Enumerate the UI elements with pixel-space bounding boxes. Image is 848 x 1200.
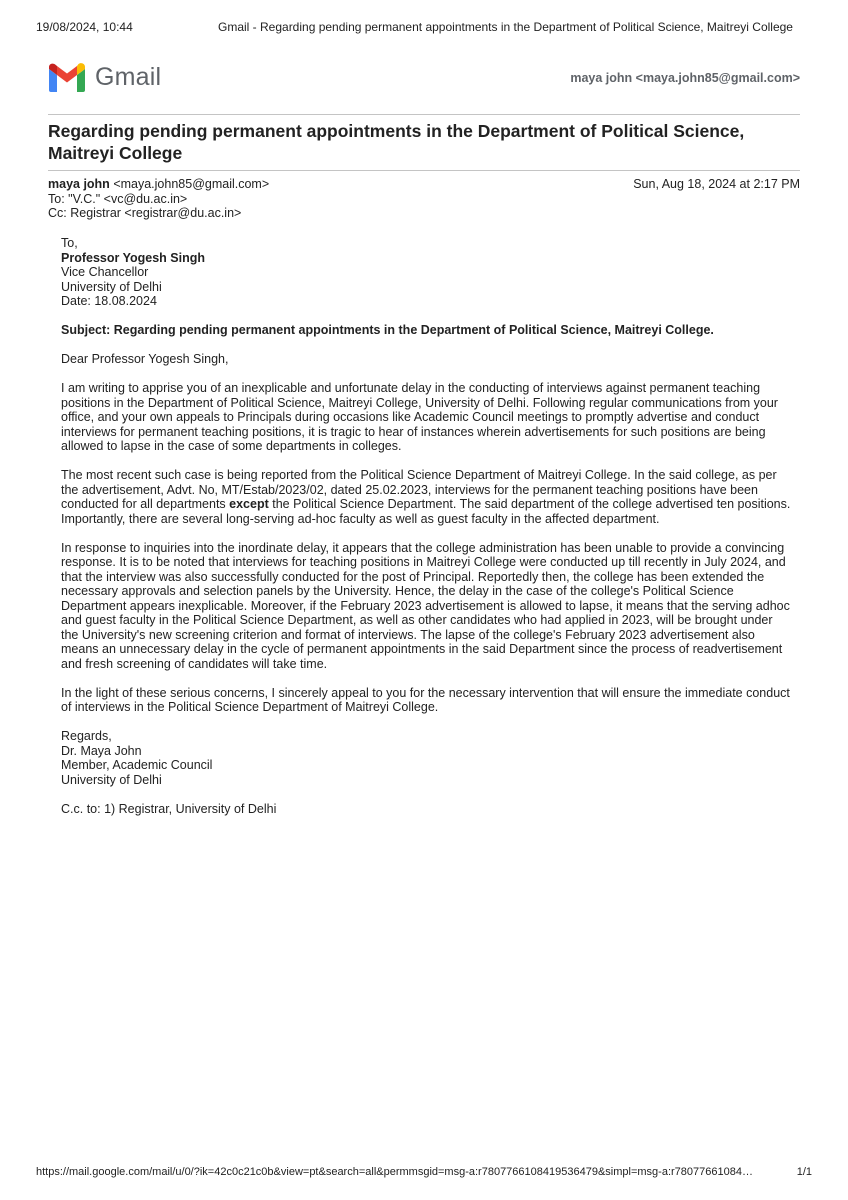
paragraph-4: In the light of these serious concerns, I sincerely appeal to you for the necessary intervention that will ensure the immediate conduct of interviews in the Political Science Department of Maitreyi College. [61,685,790,714]
message-header [48,177,269,221]
paragraph-2 [61,468,793,526]
sender-email: <maya.john85@gmail.com> [113,177,270,191]
cc-line: C.c. to: 1) Registrar, University of Delhi [61,801,277,816]
sender-line [48,177,269,192]
paragraph-2-emphasis: except [229,497,269,511]
gmail-wordmark: Gmail [95,62,162,91]
gmail-m-icon [48,63,86,92]
print-header [36,20,812,36]
paragraph-2-part-a: The most recent such case is being reported from the Political Science Department of Maitreyi College. In the said college, as per the advertisement, Advt. No, MT/Estab/2023/02, dated 25.02.2023, interviews for the permanent teaching positions have been conducted for all departments [61,468,777,511]
sent-date: Sun, Aug 18, 2024 at 2:17 PM [633,177,800,191]
footer-url: https://mail.google.com/mail/u/0/?ik=42c0c21c0b&view=pt&search=all&permmsgid=msg-a:r7807766108419536479&simpl=msg-a:r78077661084… [36,1166,753,1178]
header-divider [48,114,800,115]
to-label: To, [61,236,78,250]
address-block [61,236,793,309]
closing: Regards, [61,729,112,743]
signature-block [61,729,793,787]
message-body [61,236,793,831]
print-page-title: Gmail - Regarding pending permanent appointments in the Department of Political Science, Maitreyi College [218,20,793,34]
paragraph-3: In response to inquiries into the inordinate delay, it appears that the college administration has been unable to provide a convincing response. It is to be noted that interviews for teaching positions in Maitreyi College were conducted up till recently in July 2024, and that the interview was also successfully conducted for the post of Principal. Reportedly then, the college has been extended the necessary approvals and selection panels by the University. Hence, the delay in the case of the college's Political Science Department appears inexplicable. Moreover, if the February 2023 advertisement is allowed to lapse, it means that the serving adhoc and guest faculty in the Political Science Department, as well as other candidates who had applied in 2023, will be brought under the University's new screening criterion and format of interviews. The lapse of the college's February 2023 advertisement also means an unnecessary delay in the cycle of permanent appointments in the said Department since the process of readvertisement and fresh screening of candidates will take time. [61,540,790,671]
recipient-cc: Cc: Registrar <registrar@du.ac.in> [48,206,242,220]
account-identity: maya john <maya.john85@gmail.com> [570,71,800,85]
email-subject: Regarding pending permanent appointments in the Department of Political Science, Maitreyi College [48,121,745,163]
signer-name: Dr. Maya John [61,743,142,758]
gmail-logo[interactable] [48,61,161,93]
recipient-org: University of Delhi [61,279,162,294]
recipient-title: Vice Chancellor [61,265,149,279]
letter-subject: Subject: Regarding pending permanent appointments in the Department of Political Science, Maitreyi College. [61,323,714,337]
print-datetime: 19/08/2024, 10:44 [36,20,133,34]
signer-org: University of Delhi [61,772,162,787]
recipient-name: Professor Yogesh Singh [61,250,206,265]
signer-role: Member, Academic Council [61,758,213,772]
subject-divider [48,170,800,171]
page-number: 1/1 [796,1166,812,1178]
salutation: Dear Professor Yogesh Singh, [61,352,229,366]
sender-name: maya john [48,177,110,191]
paragraph-1: I am writing to apprise you of an inexplicable and unfortunate delay in the conducting of interviews against permanent teaching positions in the Department of Political Science, Maitreyi College, University of Delhi. Following regular communications from your office, and your own appeals to Principals during occasions like Academic Council meetings to promptly advertise and conduct interviews for permanent teaching positions, it is tragic to hear of instances wherein advertisements for such positions are being allowed to lapse in the case of some departments in colleges. [61,381,778,453]
paragraph-2-part-b: the Political Science Department. The said department of the college advertised ten positions. Importantly, there are several long-serving ad-hoc faculty as well as guest faculty in the affected department. [61,497,791,526]
letter-date: Date: 18.08.2024 [61,294,157,308]
recipient-to: To: "V.C." <vc@du.ac.in> [48,191,188,206]
